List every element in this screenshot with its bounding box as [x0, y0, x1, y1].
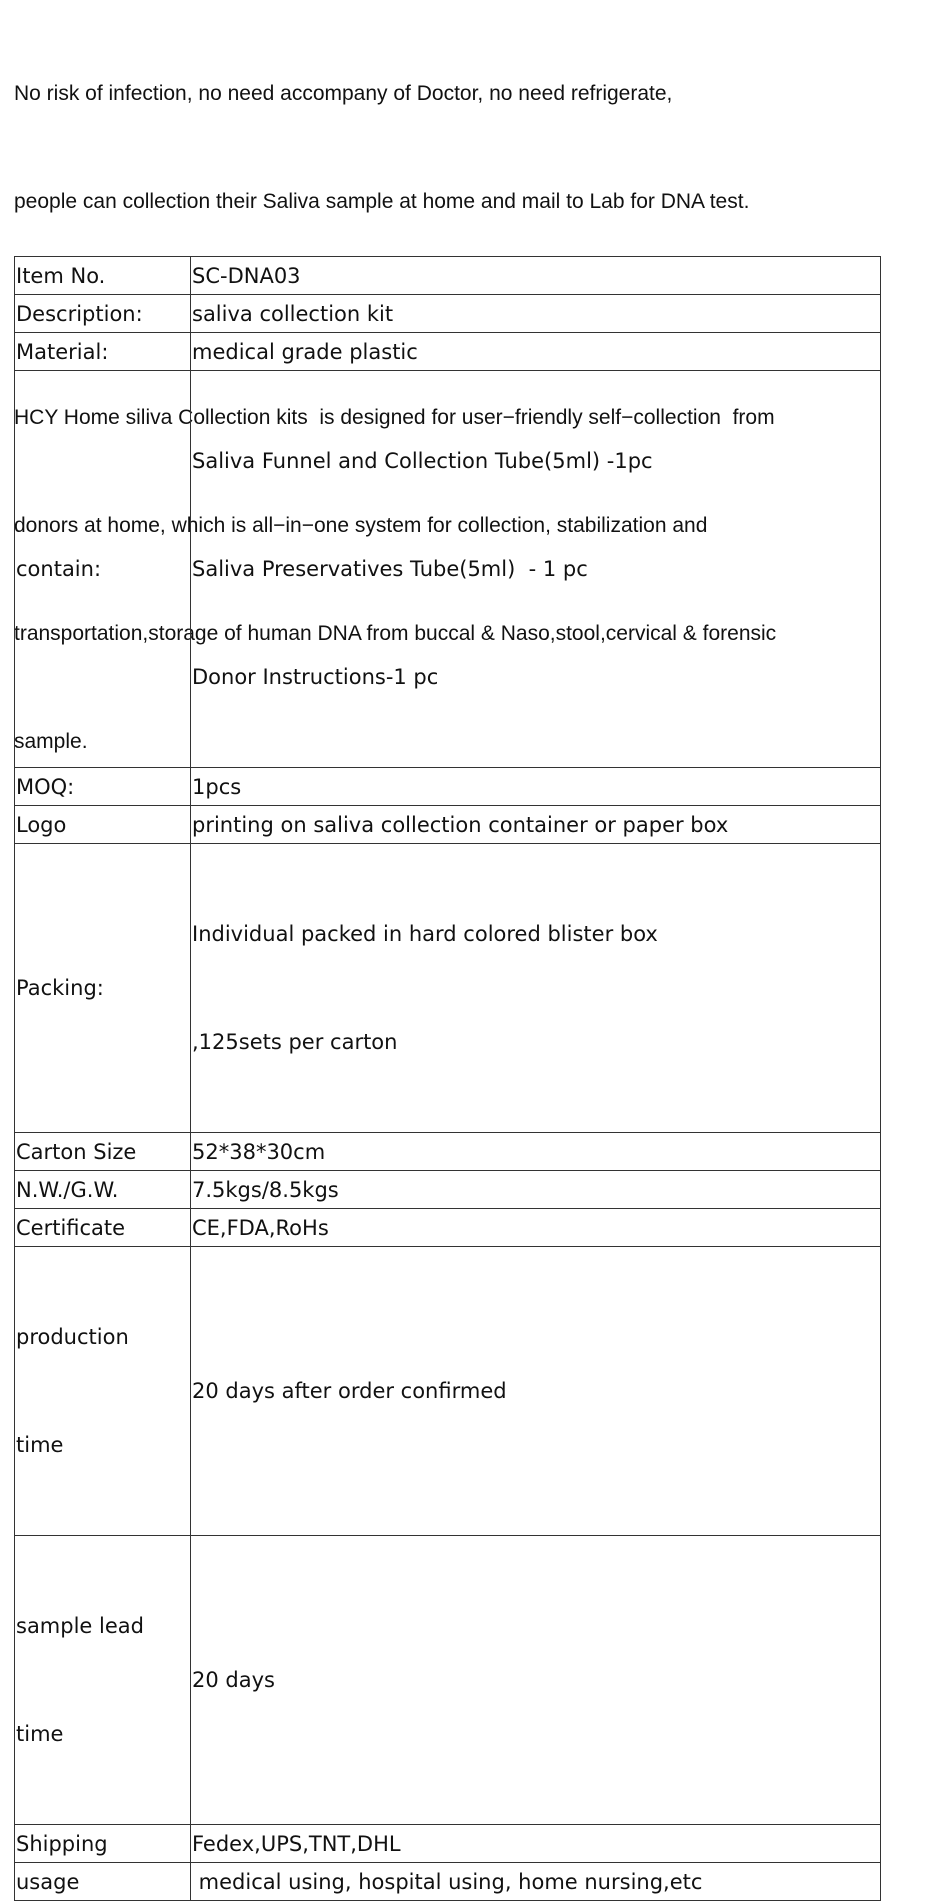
- row-value: printing on saliva collection container or paper box: [191, 806, 881, 844]
- label-line: production: [16, 1325, 129, 1349]
- intro-line: people can collection their Saliva sample at home and mail to Lab for DNA test.: [14, 190, 750, 213]
- row-value: 20 days after order confirmed: [191, 1247, 881, 1536]
- row-value: saliva collection kit: [191, 295, 881, 333]
- table-row: [15, 1133, 881, 1171]
- table-row: [15, 1171, 881, 1209]
- intro-line: No risk of infection, no need accompany of Doctor, no need refrigerate,: [14, 82, 673, 105]
- row-label: MOQ:: [15, 768, 191, 806]
- intro-line: donors at home, which is all−in−one system for collection, stabilization and: [14, 514, 708, 537]
- contain-line: Saliva Preservatives Tube(5ml) - 1 pc: [192, 557, 588, 581]
- row-label: Material:: [15, 333, 191, 371]
- row-label: Certificate: [15, 1209, 191, 1247]
- contain-line: Donor Instructions-1 pc: [192, 665, 439, 689]
- label-line: sample lead: [16, 1614, 144, 1638]
- table-row: [15, 1247, 881, 1536]
- row-value: medical grade plastic: [191, 333, 881, 371]
- row-value: [191, 371, 881, 768]
- intro-line: sample.: [14, 730, 88, 753]
- row-label: Carton Size: [15, 1133, 191, 1171]
- row-label: contain:: [15, 371, 191, 768]
- row-value: [191, 844, 881, 1133]
- table-row: [15, 844, 881, 1133]
- packing-line: ,125sets per carton: [192, 1030, 398, 1054]
- row-value: 52*38*30cm: [191, 1133, 881, 1171]
- label-line: time: [16, 1722, 64, 1746]
- spec-table: [14, 256, 881, 1901]
- table-row: [15, 257, 881, 295]
- table-row: [15, 806, 881, 844]
- contain-line: Saliva Funnel and Collection Tube(5ml) -1pc: [192, 449, 653, 473]
- intro-line: transportation,storage of human DNA from buccal & Naso,stool,cervical & forensic: [14, 622, 777, 645]
- table-row: [15, 1209, 881, 1247]
- table-row: [15, 295, 881, 333]
- table-row: [15, 1863, 881, 1901]
- row-value: CE,FDA,RoHs: [191, 1209, 881, 1247]
- intro-line: HCY Home siliva Collection kits is designed for user−friendly self−collection from: [14, 406, 775, 429]
- table-row: [15, 371, 881, 768]
- row-label: Item No.: [15, 257, 191, 295]
- row-label: Packing:: [15, 844, 191, 1133]
- table-row: [15, 1825, 881, 1863]
- label-line: time: [16, 1433, 64, 1457]
- row-label: usage: [15, 1863, 191, 1901]
- table-row: [15, 1536, 881, 1825]
- packing-line: Individual packed in hard colored blister box: [192, 922, 658, 946]
- row-label: [15, 1536, 191, 1825]
- table-row: [15, 333, 881, 371]
- table-row: [15, 768, 881, 806]
- row-value: 1pcs: [191, 768, 881, 806]
- row-value: 7.5kgs/8.5kgs: [191, 1171, 881, 1209]
- row-label: Description:: [15, 295, 191, 333]
- row-label: Logo: [15, 806, 191, 844]
- row-value: 20 days: [191, 1536, 881, 1825]
- row-value: SC-DNA03: [191, 257, 881, 295]
- row-value: medical using, hospital using, home nursing,etc: [191, 1863, 881, 1901]
- row-label: [15, 1247, 191, 1536]
- row-value: Fedex,UPS,TNT,DHL: [191, 1825, 881, 1863]
- row-label: Shipping: [15, 1825, 191, 1863]
- row-label: N.W./G.W.: [15, 1171, 191, 1209]
